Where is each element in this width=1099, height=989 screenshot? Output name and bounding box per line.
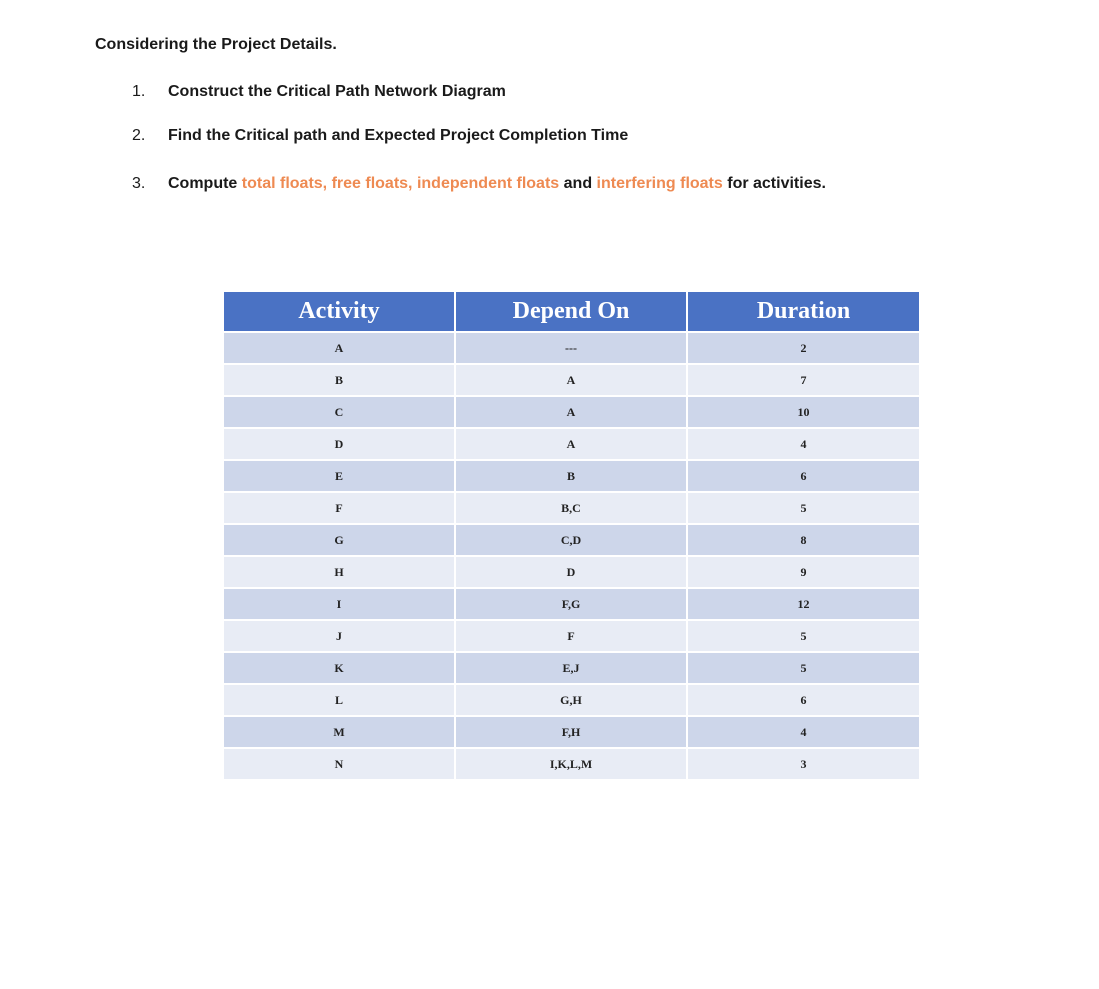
cell-duration: 6 — [688, 683, 919, 715]
cell-duration: 5 — [688, 619, 919, 651]
cell-depend-on: F,H — [456, 715, 688, 747]
cell-activity: B — [224, 363, 456, 395]
cell-activity: F — [224, 491, 456, 523]
table-row — [224, 747, 919, 779]
cell-activity: K — [224, 651, 456, 683]
table-row — [224, 715, 919, 747]
task-text-and: and — [563, 175, 593, 192]
cell-activity: D — [224, 427, 456, 459]
task-item-3 — [132, 175, 826, 193]
task-item-1 — [132, 83, 506, 101]
cell-depend-on: A — [456, 395, 688, 427]
header-depend-on: Depend On — [456, 292, 688, 331]
table-row — [224, 459, 919, 491]
page-heading: Considering the Project Details. — [95, 36, 337, 53]
table-row — [224, 651, 919, 683]
cell-depend-on: C,D — [456, 523, 688, 555]
table-row — [224, 427, 919, 459]
table-header-row — [224, 292, 919, 331]
cell-duration: 4 — [688, 715, 919, 747]
cell-depend-on: --- — [456, 331, 688, 363]
task-text: Construct the Critical Path Network Diagram — [168, 83, 506, 100]
task-number: 1. — [132, 83, 146, 100]
cell-activity: J — [224, 619, 456, 651]
header-activity: Activity — [224, 292, 456, 331]
cell-duration: 5 — [688, 491, 919, 523]
cell-depend-on: F,G — [456, 587, 688, 619]
cell-duration: 12 — [688, 587, 919, 619]
table-row — [224, 523, 919, 555]
table-row — [224, 587, 919, 619]
cell-duration: 2 — [688, 331, 919, 363]
cell-depend-on: A — [456, 363, 688, 395]
cell-activity: I — [224, 587, 456, 619]
cell-duration: 5 — [688, 651, 919, 683]
cell-depend-on: A — [456, 427, 688, 459]
cell-duration: 9 — [688, 555, 919, 587]
cell-activity: C — [224, 395, 456, 427]
task-number: 2. — [132, 127, 146, 144]
table-row — [224, 363, 919, 395]
cell-activity: E — [224, 459, 456, 491]
cell-duration: 3 — [688, 747, 919, 779]
task-item-2 — [132, 127, 628, 145]
highlight-interfering-floats: interfering floats — [596, 175, 723, 192]
highlight-free-floats: free floats, — [331, 175, 413, 192]
cell-duration: 6 — [688, 459, 919, 491]
cell-activity: N — [224, 747, 456, 779]
table-row — [224, 683, 919, 715]
cell-depend-on: G,H — [456, 683, 688, 715]
header-duration: Duration — [688, 292, 919, 331]
cell-activity: A — [224, 331, 456, 363]
cell-activity: H — [224, 555, 456, 587]
cell-depend-on: F — [456, 619, 688, 651]
cell-activity: L — [224, 683, 456, 715]
cell-depend-on: D — [456, 555, 688, 587]
cell-duration: 10 — [688, 395, 919, 427]
cell-duration: 4 — [688, 427, 919, 459]
task-text: Find the Critical path and Expected Project Completion Time — [168, 127, 629, 144]
highlight-independent-floats: independent floats — [416, 175, 560, 192]
cell-duration: 8 — [688, 523, 919, 555]
cell-depend-on: B — [456, 459, 688, 491]
table-row — [224, 555, 919, 587]
highlight-total-floats: total floats, — [241, 175, 328, 192]
table-row — [224, 395, 919, 427]
table-row — [224, 331, 919, 363]
cell-duration: 7 — [688, 363, 919, 395]
table-row — [224, 491, 919, 523]
task-text-prefix: Compute — [168, 175, 238, 192]
cell-depend-on: I,K,L,M — [456, 747, 688, 779]
task-text-suffix: for activities. — [727, 175, 826, 192]
cell-depend-on: B,C — [456, 491, 688, 523]
cell-activity: M — [224, 715, 456, 747]
cell-depend-on: E,J — [456, 651, 688, 683]
table-row — [224, 619, 919, 651]
activity-table-container — [224, 292, 919, 779]
activity-table — [224, 292, 919, 779]
cell-activity: G — [224, 523, 456, 555]
task-number: 3. — [132, 175, 146, 192]
